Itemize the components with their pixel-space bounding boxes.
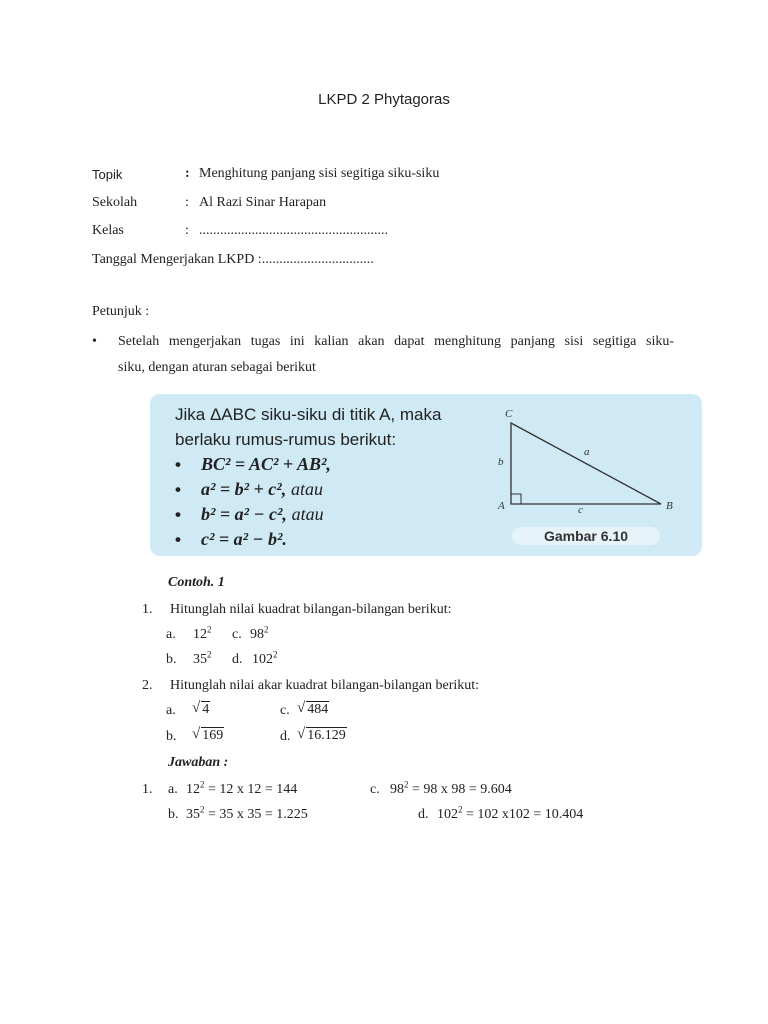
answer-b: $35^2 = 35$ x 35 = 1.225: [186, 804, 308, 822]
sqrt-icon: √: [297, 726, 306, 742]
sekolah-label: Sekolah: [92, 195, 138, 210]
q1-a-label: a.: [166, 627, 176, 642]
petunjuk-line-1: Setelah mengerjakan tugas ini kalian akan dapat menghitung panjang sisi segitiga siku-: [118, 334, 674, 349]
answer-d-label: d.: [418, 807, 429, 822]
formula-bullet-icon: •: [175, 455, 181, 474]
topik-value: Menghitung panjang sisi segitiga siku-siku: [199, 166, 440, 181]
answer-c-label: c.: [370, 782, 380, 797]
figure-intro-2: berlaku rumus-rumus berikut:: [175, 430, 397, 449]
contoh-heading: Contoh. 1: [168, 575, 225, 590]
q1-number: 1.: [142, 602, 153, 617]
sqrt-icon: √: [297, 700, 306, 716]
q1-b-value: $35^2$: [193, 649, 212, 667]
side-a-label: a: [584, 446, 590, 458]
sekolah-value: Al Razi Sinar Harapan: [199, 195, 327, 210]
topik-separator: :: [185, 166, 190, 181]
side-c-label: c: [578, 504, 583, 516]
answer-number: 1.: [142, 782, 153, 797]
sqrt-icon: √: [192, 726, 201, 742]
q2-number: 2.: [142, 678, 153, 693]
q2-c-sqrt: √ 484: [297, 700, 329, 717]
sekolah-separator: :: [185, 195, 189, 210]
q2-d-sqrt: √ 16.129: [297, 726, 346, 743]
q1-d-value: $102^2$: [252, 649, 278, 667]
kelas-value: ......................................................: [199, 223, 388, 238]
formula-4: • c² = a² − b².: [175, 527, 441, 552]
formula-2: • a² = b² + c², atau: [175, 477, 441, 502]
vertex-b-label: B: [666, 500, 673, 512]
kelas-separator: :: [185, 223, 189, 238]
answer-a-label: a.: [168, 782, 178, 797]
sqrt-icon: √: [192, 700, 201, 716]
petunjuk-line-2: siku, dengan aturan sebagai berikut: [118, 360, 316, 375]
q2-d-label: d.: [280, 729, 291, 744]
formula-bullet-icon: •: [175, 505, 181, 524]
right-triangle: [511, 423, 661, 504]
q2-b-label: b.: [166, 729, 177, 744]
page-title: LKPD 2 Phytagoras: [318, 91, 450, 108]
q2-c-label: c.: [280, 703, 290, 718]
bullet-icon: •: [92, 334, 97, 349]
answer-c: $98^2 = 98$ x 98 = 9.604: [390, 779, 512, 797]
answer-b-label: b.: [168, 807, 179, 822]
formula-bullet-icon: •: [175, 530, 181, 549]
side-b-label: b: [498, 456, 504, 468]
pythagoras-figure: [150, 394, 702, 556]
q1-d-label: d.: [232, 652, 243, 667]
q2-a-label: a.: [166, 703, 176, 718]
q2-text: Hitunglah nilai akar kuadrat bilangan-bilangan berikut:: [170, 678, 480, 693]
q1-text: Hitunglah nilai kuadrat bilangan-bilangan berikut:: [170, 602, 452, 617]
q1-c-value: $98^2$: [250, 624, 269, 642]
q2-a-sqrt: √ 4: [192, 700, 210, 717]
q1-a-value: $12^2$: [193, 624, 212, 642]
right-angle-marker: [511, 494, 521, 504]
topik-label: Topik: [92, 167, 123, 182]
vertex-c-label: C: [505, 408, 513, 420]
vertex-a-label: A: [498, 500, 505, 512]
formula-1: • BC² = AC² + AB²,: [175, 452, 441, 477]
petunjuk-label: Petunjuk :: [92, 304, 150, 319]
q1-b-label: b.: [166, 652, 177, 667]
jawaban-heading: Jawaban :: [168, 755, 229, 770]
formula-bullet-icon: •: [175, 480, 181, 499]
answer-d: $102^2 = 102$ x102 = 10.404: [437, 804, 584, 822]
tanggal-line: Tanggal Mengerjakan LKPD :................................: [92, 252, 374, 267]
q2-b-sqrt: √ 169: [192, 726, 224, 743]
figure-intro-1: Jika ΔABC siku-siku di titik A, maka: [175, 405, 442, 424]
answer-a: $12^2 = 12$ x 12 = 144: [186, 779, 298, 797]
figure-caption: Gambar 6.10: [512, 527, 660, 545]
q1-c-label: c.: [232, 627, 242, 642]
formula-3: • b² = a² − c², atau: [175, 502, 441, 527]
kelas-label: Kelas: [92, 223, 124, 238]
